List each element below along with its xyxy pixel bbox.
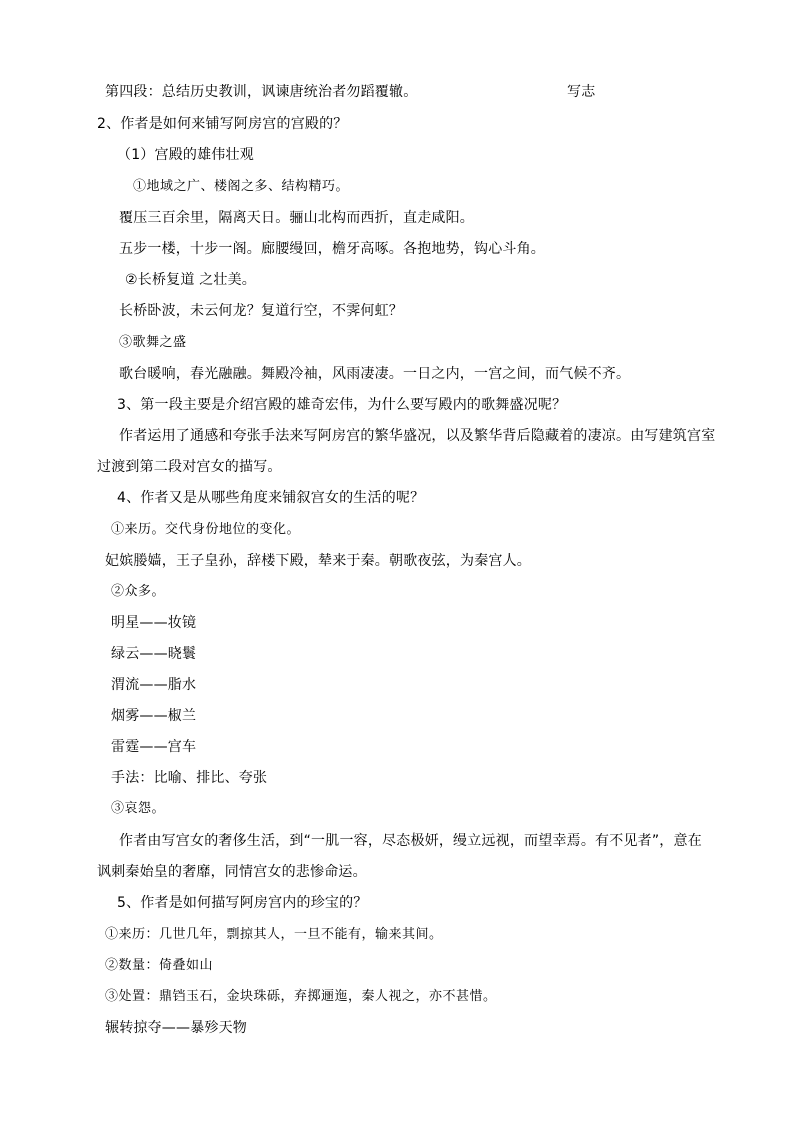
treasure-quantity: ②数量：倚叠如山 <box>105 958 214 973</box>
point-2-numerous: ②众多。 <box>111 584 166 599</box>
answer-paragraph-line: 过渡到第二段对宫女的描写。 <box>97 459 282 475</box>
quote-line: 歌台暖响，春光融融。舞殿冷袖，风雨凄凄。一日之内，一宫之间，而气候不齐。 <box>119 366 631 382</box>
question-5: 5、作者是如何描写阿房宫内的珍宝的？ <box>117 895 368 911</box>
quote-line: 覆压三百余里，隔离天日。骊山北构而西折，直走咸阳。 <box>119 210 474 226</box>
section-four-summary <box>105 83 605 101</box>
metaphor-pair: 明星——妆镜 <box>111 615 197 631</box>
quote-line: 长桥卧波，未云何龙？复道行空，不霁何虹？ <box>119 303 403 319</box>
quote-line: 五步一楼，十步一阁。廊腰缦回，檐牙高啄。各抱地势，钩心斗角。 <box>119 241 545 257</box>
answer-paragraph-line: 作者运用了通感和夸张手法来写阿房宫的繁华盛况，以及繁华背后隐藏着的凄凉。由写建筑宫室 <box>119 428 716 444</box>
metaphor-pair: 烟雾——椒兰 <box>111 708 197 724</box>
point-1-origin: ①来历。交代身份地位的变化。 <box>111 522 301 537</box>
subheading-palace-grandeur: （1）宫殿的雄伟壮观 <box>117 147 254 163</box>
point-3-grievance: ③哀怨。 <box>111 801 166 816</box>
section-four-text: 第四段：总结历史教训，讽谏唐统治者勿蹈覆辙。 <box>105 84 418 100</box>
metaphor-pair: 雷霆——宫车 <box>111 739 197 755</box>
treasure-conclusion: 辗转掠夺——暴殄天物 <box>105 1020 247 1036</box>
point-1-scale: ①地域之广、楼阁之多、结构精巧。 <box>133 179 350 194</box>
question-3: 3、第一段主要是介绍宫殿的雄奇宏伟，为什么要写殿内的歌舞盛况呢？ <box>117 397 567 413</box>
rhetoric-techniques: 手法：比喻、排比、夸张 <box>111 770 268 786</box>
treasure-disposal: ③处置：鼎铛玉石，金块珠砾，弃掷逦迤，秦人视之，亦不甚惜。 <box>105 989 497 1004</box>
metaphor-pair: 绿云——晓鬟 <box>111 646 197 662</box>
metaphor-pair: 渭流——脂水 <box>111 677 197 693</box>
writing-purpose-tag: 写志 <box>567 84 596 100</box>
point-2-bridges: ②长桥复道 之壮美。 <box>125 272 257 288</box>
answer-paragraph-line: 作者由写宫女的奢侈生活，到“一肌一容，尽态极妍，缦立远视，而望幸焉。有不见者”，意在 <box>119 833 702 849</box>
quote-line: 妃嫔媵嫱，王子皇孙，辞楼下殿，辇来于秦。朝歌夜弦，为秦宫人。 <box>105 553 531 569</box>
point-3-dance: ③歌舞之盛 <box>119 335 187 350</box>
question-2: 2、作者是如何来铺写阿房宫的宫殿的？ <box>97 116 348 132</box>
question-4: 4、作者又是从哪些角度来铺叙宫女的生活的呢？ <box>117 490 425 506</box>
treasure-origin: ①来历：几世几年，剽掠其人，一旦不能有，输来其间。 <box>105 927 443 942</box>
answer-paragraph-line: 讽刺秦始皇的奢靡，同情宫女的悲惨命运。 <box>97 864 367 880</box>
